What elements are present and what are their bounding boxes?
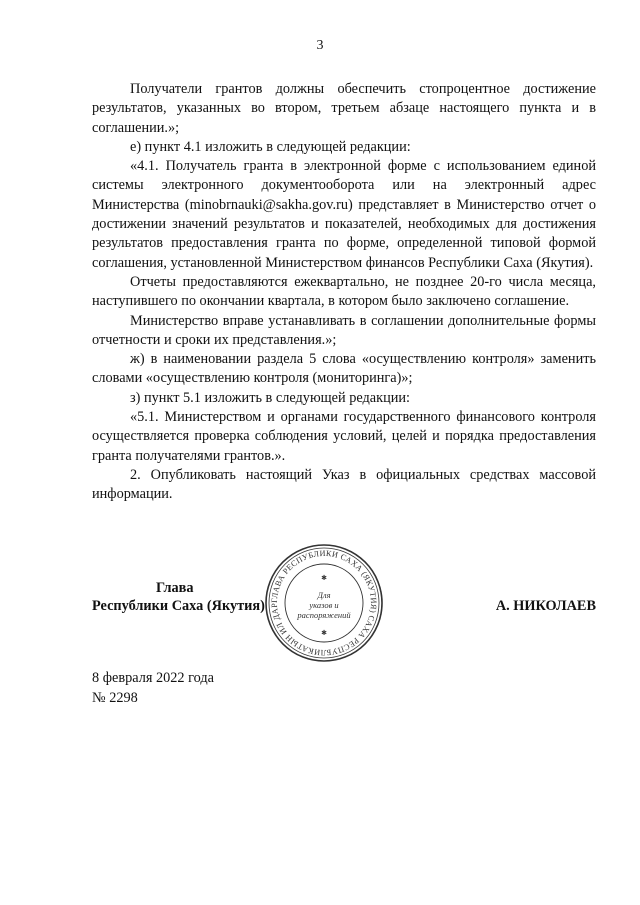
signatory-title-line2: Республики Саха (Якутия) — [92, 598, 265, 614]
seal-center-text-2: указов и — [309, 600, 339, 610]
paragraph: е) пункт 4.1 изложить в следующей редакции: — [130, 138, 411, 155]
official-seal — [263, 542, 385, 664]
paragraph: Получатели грантов должны обеспечить стопроцентное достижение результатов, указанных во втором, третьем абзаце настоящего пункта и в соглашении.»; — [92, 81, 596, 136]
seal-center-text-1: Для — [317, 590, 331, 600]
paragraph: «5.1. Министерством и органами государственного финансового контроля осуществляется проверка соблюдения условий, целей и порядка предоставления гранта получателями грантов.». — [92, 409, 596, 464]
signatory-title-line1: Глава — [156, 580, 194, 596]
seal-star-icon: ✱ — [321, 574, 327, 582]
document-date: 8 февраля 2022 года — [92, 670, 215, 686]
seal-outer-text: ГЛАВА РЕСПУБЛИКИ САХА (ЯКУТИЯ) САХА РЕСПУБЛИКАТЫН ИЛ ДАР — [269, 548, 379, 658]
document-number: № 2298 — [92, 690, 138, 706]
seal-center-text-3: распоряжений — [297, 610, 351, 620]
paragraph: Министерство вправе устанавливать в соглашении дополнительные формы отчетности и сроки их представления.»; — [92, 312, 596, 348]
seal-graphic — [263, 542, 385, 664]
page-number: 3 — [316, 38, 324, 53]
seal-star-icon: ✱ — [321, 629, 327, 637]
paragraph: Отчеты предоставляются ежеквартально, не позднее 20-го числа месяца, наступившего по окончании квартала, в котором было заключено соглашение. — [92, 273, 596, 310]
signatory-name: А. НИКОЛАЕВ — [495, 598, 596, 614]
paragraph: «4.1. Получатель гранта в электронной форме с использованием единой системы электронного документооборота или на электронный адрес Министерства (minobrnauki@sakha.gov.ru) представляет в Министерство отчет о достижении значений результатов и показателей, необходимых для достижения результатов предоставления гранта по форме, определенной типовой формой соглашения, установленной Министерством финансов Республики Саха (Якутия). — [92, 158, 596, 271]
paragraph: ж) в наименовании раздела 5 слова «осуществлению контроля» заменить словами «осуществлению контроля (мониторинга)»; — [92, 351, 596, 387]
paragraph: 2. Опубликовать настоящий Указ в официальных средствах массовой информации. — [92, 466, 596, 503]
document-body — [92, 80, 596, 505]
paragraph: з) пункт 5.1 изложить в следующей редакции: — [130, 389, 410, 406]
